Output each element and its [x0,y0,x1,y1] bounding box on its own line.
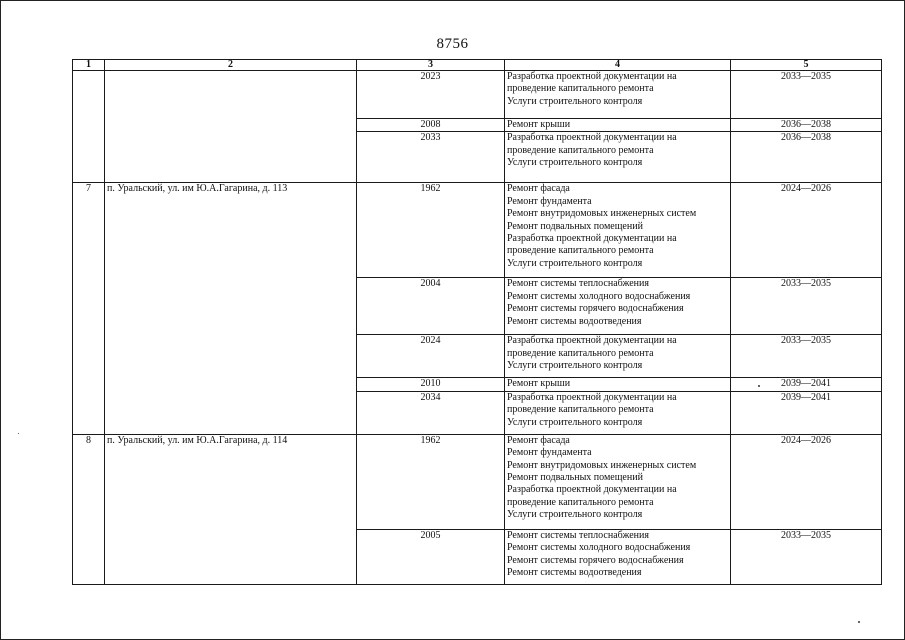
work-item: Разработка проектной документации на [507,391,677,403]
works-cell [505,278,731,335]
year-cell: 2005 [357,529,505,584]
row-number-cell [73,71,105,183]
work-item: Разработка проектной документации на [507,71,677,82]
table-row [73,434,882,529]
work-item: Ремонт фасада [507,183,570,195]
period-cell: 2039—2041 [731,391,882,434]
work-item: Ремонт фасада [507,434,570,446]
work-item: Ремонт подвальных помещений [507,472,643,484]
table-row [73,71,882,119]
work-item: проведение капитального ремонта [507,245,654,257]
period-cell: 2033—2035 [731,529,882,584]
work-item: Разработка проектной документации на [507,233,677,245]
work-item: проведение капитального ремонта [507,496,654,508]
works-cell [505,391,731,434]
header-row [73,60,882,71]
header-cell-5: 5 [731,60,882,71]
work-item: Услуги строительного контроля [507,157,643,169]
period-cell: 2024—2026 [731,434,882,529]
works-cell [505,529,731,584]
address-cell: п. Уральский, ул. им Ю.А.Гагарина, д. 113 [105,183,357,434]
works-cell [505,335,731,378]
work-item: Ремонт системы горячего водоснабжения [507,554,684,566]
row-number-cell: 7 [73,183,105,434]
work-item: Ремонт системы теплоснабжения [507,278,649,290]
work-item: проведение капитального ремонта [507,83,654,95]
year-cell: 2024 [357,335,505,378]
work-item: Ремонт крыши [507,378,571,390]
work-item: Ремонт внутридомовых инженерных систем [507,208,697,220]
work-item: Разработка проектной документации на [507,484,677,496]
header-cell-2: 2 [105,60,357,71]
header-cell-4: 4 [505,60,731,71]
period-cell: 2033—2035 [731,335,882,378]
year-cell: 2023 [357,71,505,119]
table-row [73,183,882,278]
works-cell [505,434,731,529]
year-cell: 2033 [357,132,505,183]
year-cell: 2008 [357,119,505,132]
work-item: Ремонт системы холодного водоснабжения [507,542,691,554]
works-cell [505,132,731,183]
period-cell: 2024—2026 [731,183,882,278]
address-cell [105,71,357,183]
work-item: Ремонт системы водоотведения [507,567,642,579]
page-number: 8756 [436,36,469,52]
header-cell-3: 3 [357,60,505,71]
work-item: Ремонт внутридомовых инженерных систем [507,459,697,471]
works-cell [505,183,731,278]
scan-speck [758,385,760,387]
work-item: Услуги строительного контроля [507,360,643,372]
work-item: Ремонт системы теплоснабжения [507,529,649,541]
work-item: Разработка проектной документации на [507,132,677,144]
period-cell: 2036—2038 [731,119,882,132]
work-item: проведение капитального ремонта [507,404,654,416]
work-item: Разработка проектной документации на [507,335,677,347]
work-item: проведение капитального ремонта [507,347,654,359]
scan-speck [18,433,19,434]
scan-speck [858,621,860,623]
row-number-cell: 8 [73,434,105,584]
year-cell: 1962 [357,183,505,278]
period-cell: 2033—2035 [731,71,882,119]
header-cell-1: 1 [73,60,105,71]
work-item: Ремонт фундамента [507,447,592,459]
year-cell: 1962 [357,434,505,529]
period-cell: 2039—2041 [731,378,882,391]
work-item: Ремонт системы горячего водоснабжения [507,303,684,315]
year-cell: 2004 [357,278,505,335]
work-item: проведение капитального ремонта [507,144,654,156]
work-item: Услуги строительного контроля [507,509,643,521]
year-cell: 2010 [357,378,505,391]
work-item: Ремонт подвальных помещений [507,220,643,232]
works-cell [505,71,731,119]
works-cell [505,119,731,132]
work-item: Ремонт системы холодного водоснабжения [507,290,691,302]
work-item: Ремонт крыши [507,119,571,130]
work-item: Услуги строительного контроля [507,416,643,428]
year-cell: 2034 [357,391,505,434]
period-cell: 2036—2038 [731,132,882,183]
table-body [73,71,882,585]
work-item: Услуги строительного контроля [507,95,643,107]
period-cell: 2033—2035 [731,278,882,335]
work-item: Услуги строительного контроля [507,257,643,269]
repair-schedule-table [72,59,882,585]
work-item: Ремонт системы водоотведения [507,315,642,327]
address-cell: п. Уральский, ул. им Ю.А.Гагарина, д. 114 [105,434,357,584]
works-cell [505,378,731,391]
work-item: Ремонт фундамента [507,195,592,207]
